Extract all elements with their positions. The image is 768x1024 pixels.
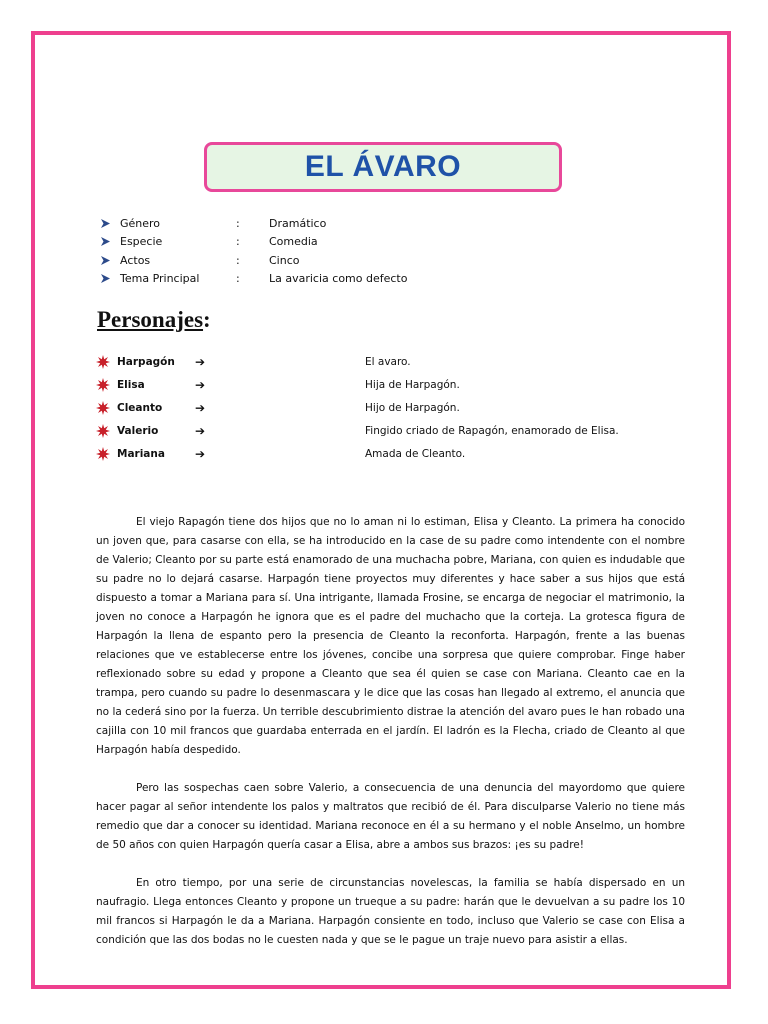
info-row <box>100 251 407 270</box>
info-colon: : <box>236 272 240 286</box>
character-description: Hija de Harpagón. <box>365 379 460 392</box>
character-row <box>96 351 619 374</box>
info-colon: : <box>236 216 240 230</box>
character-name: Elisa <box>117 379 145 392</box>
summary-text <box>96 513 685 950</box>
info-list <box>100 214 407 288</box>
starburst-bullet-icon <box>96 378 113 392</box>
right-arrow-icon: ➔ <box>195 423 206 438</box>
info-value: La avaricia como defecto <box>269 272 408 286</box>
starburst-bullet-icon <box>96 355 113 369</box>
starburst-bullet-icon <box>96 447 113 461</box>
right-arrow-icon: ➔ <box>195 355 206 370</box>
character-row <box>96 442 619 465</box>
starburst-bullet-icon <box>96 401 113 415</box>
starburst-bullet-icon <box>96 424 113 438</box>
arrow-bullet-icon <box>100 236 114 247</box>
info-label: Género <box>120 216 161 230</box>
character-name: Valerio <box>117 424 159 437</box>
info-label: Tema Principal <box>120 272 200 286</box>
personajes-heading-colon: : <box>203 307 211 332</box>
info-row <box>100 233 407 252</box>
character-row <box>96 419 619 442</box>
paragraph: En otro tiempo, por una serie de circunstancias novelescas, la familia se había dispersado en un naufragio. Llega entonces Cleanto y propone un trueque a su padre: harán que le devuelvan a su padre los 10 mil francos si Harpagón le da a Mariana. Harpagón consiente en todo, incluso que Valerio se case con Elisa a condición que las dos bodas no le cuesten nada y que se le pague un traje nuevo para asistir a ellas. <box>96 877 685 946</box>
right-arrow-icon: ➔ <box>195 400 206 415</box>
character-name: Cleanto <box>117 401 163 414</box>
right-arrow-icon: ➔ <box>195 446 206 461</box>
info-value: Cinco <box>269 253 300 267</box>
character-description: Hijo de Harpagón. <box>365 401 460 414</box>
info-row <box>100 214 407 233</box>
characters-list <box>96 351 619 465</box>
info-value: Dramático <box>269 216 327 230</box>
arrow-bullet-icon <box>100 255 114 266</box>
info-colon: : <box>236 235 240 249</box>
arrow-bullet-icon <box>100 273 114 284</box>
title-box <box>204 142 562 192</box>
arrow-bullet-icon <box>100 218 114 229</box>
character-row <box>96 374 619 397</box>
character-name: Harpagón <box>117 356 175 369</box>
info-label: Especie <box>120 235 163 249</box>
info-colon: : <box>236 253 240 267</box>
paragraph: El viejo Rapagón tiene dos hijos que no lo aman ni lo estiman, Elisa y Cleanto. La primera ha conocido un joven que, para casarse con ella, se ha introducido en la case de su padre como intendente con el nombre de Valerio; Cleanto por su parte está enamorado de una muchacha pobre, Mariana, con quien es indudable que su padre no lo dejará casarse. Harpagón tiene proyectos muy diferentes y hace saber a sus hijos que está dispuesto a tomar a Mariana para sí. Una intrigante, llamada Frosine, se encarga de negociar el matrimonio, la joven no conoce a Harpagón he ignora que es el padre del muchacho que la corteja. La grotesca figura de Harpagón la llena de espanto pero la presencia de Cleanto la reconforta. Harpagón, frente a las buenas relaciones que ve establecerse entre los jóvenes, concibe una sorpresa que quiere comprobar. Finge haber reflexionado sobre su edad y propone a Cleanto que sea él quien se case con Mariana. Cleanto cae en la trampa, pero cuando su padre lo desenmascara y le dice que las cosas han llegado al extremo, el anuncia que no la cederá sino por la fuerza. Un terrible descubrimiento distrae la atención del avaro pues le han robado una cajilla con 10 mil francos que guardaba enterrada en el jardín. El ladrón es la Flecha, criado de Cleanto al que Harpagón había despedido. <box>96 516 685 756</box>
character-row <box>96 397 619 420</box>
personajes-heading <box>97 307 211 333</box>
paragraph: Pero las sospechas caen sobre Valerio, a consecuencia de una denuncia del mayordomo que quiere hacer pagar al señor intendente los palos y maltratos que recibió de él. Para disculparse Valerio no tiene más remedio que dar a conocer su identidad. Mariana reconoce en él a su hermano y el noble Anselmo, un hombre de 50 años con quien Harpagón quería casar a Elisa, abre a ambos sus brazos: ¡es su padre! <box>96 782 685 851</box>
info-value: Comedia <box>269 235 318 249</box>
character-description: El avaro. <box>365 356 411 369</box>
info-label: Actos <box>120 253 151 267</box>
character-name: Mariana <box>117 447 165 460</box>
character-description: Fingido criado de Rapagón, enamorado de Elisa. <box>365 424 619 437</box>
page-title: EL ÁVARO <box>304 150 462 183</box>
personajes-heading-text: Personajes <box>97 307 204 332</box>
character-description: Amada de Cleanto. <box>365 447 466 460</box>
right-arrow-icon: ➔ <box>195 378 206 393</box>
info-row <box>100 270 407 289</box>
